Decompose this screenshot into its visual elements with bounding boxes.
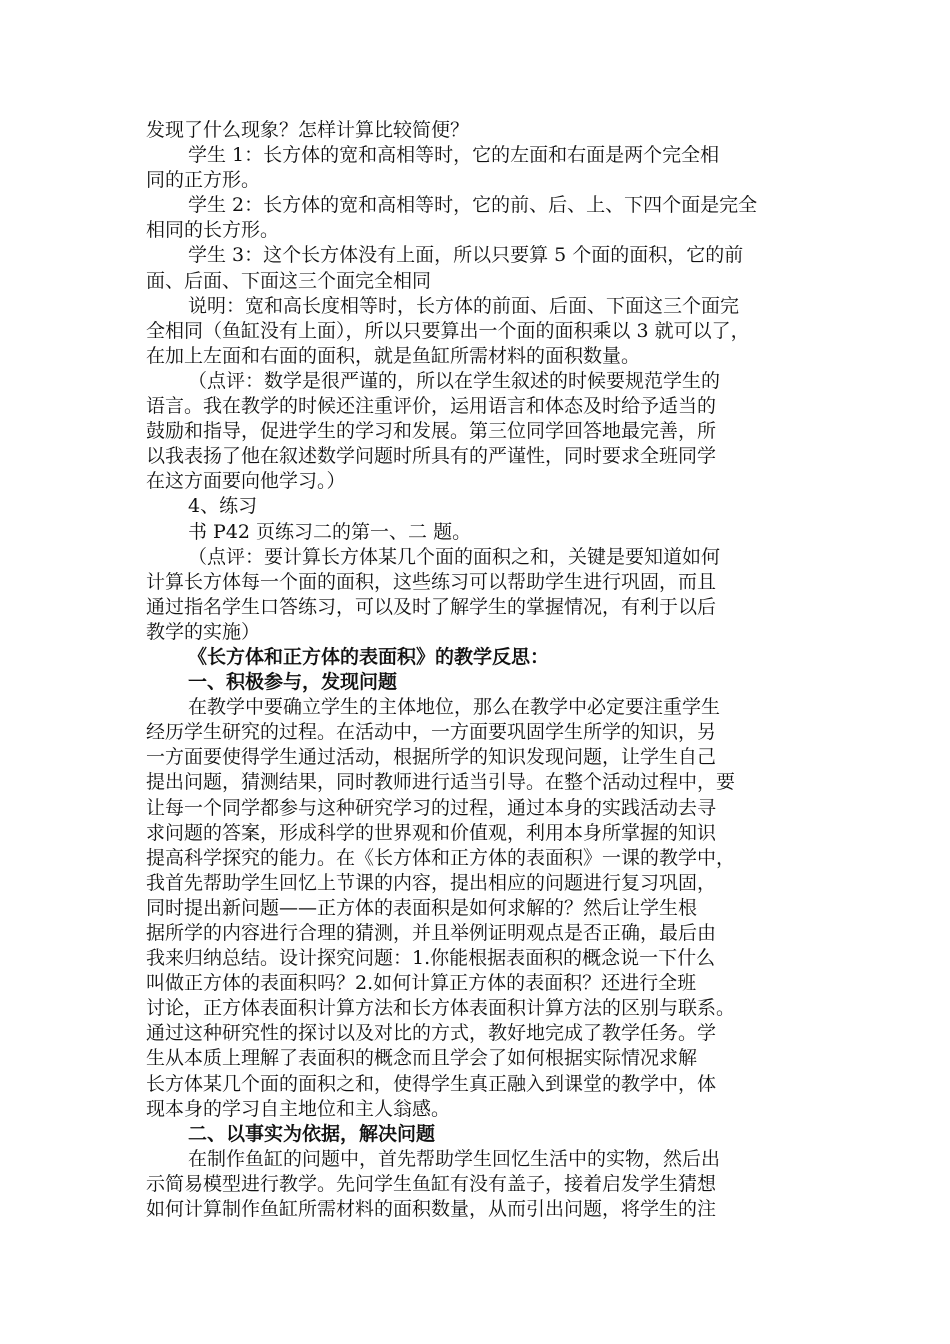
text-line: 学生 1：长方体的宽和高相等时，它的左面和右面是两个完全相	[188, 144, 720, 167]
text-line: 现本身的学习自主地位和主人翁感。	[146, 1097, 451, 1120]
section-heading: 《长方体和正方体的表面积》的教学反思：	[188, 645, 550, 668]
text-line: 提出问题，猜测结果，同时教师进行适当引导。在整个活动过程中，要	[146, 771, 736, 794]
text-line: 通过这种研究性的探讨以及对比的方式，教好地完成了教学任务。学	[146, 1022, 717, 1045]
text-line: 示简易模型进行教学。先问学生鱼缸有没有盖子，接着启发学生猜想	[146, 1172, 717, 1195]
text-line: 计算长方体每一个面的面积，这些练习可以帮助学生进行巩固，而且	[146, 570, 717, 593]
text-line: 在教学中要确立学生的主体地位，那么在教学中必定要注重学生	[188, 696, 721, 719]
text-line: 一方面要使得学生通过活动，根据所学的知识发现问题，让学生自己	[146, 746, 717, 769]
text-line: 学生 3：这个长方体没有上面，所以只要算 5 个面的面积，它的前	[188, 244, 744, 267]
text-line: 经历学生研究的过程。在活动中，一方面要巩固学生所学的知识，另	[146, 721, 717, 744]
text-line: 全相同（鱼缸没有上面），所以只要算出一个面的面积乘以 3 就可以了，	[146, 319, 750, 342]
text-line: 鼓励和指导，促进学生的学习和发展。第三位同学回答地最完善，所	[146, 420, 717, 443]
text-line: 让每一个同学都参与这种研究学习的过程，通过本身的实践活动去寻	[146, 796, 717, 819]
text-line: 说明：宽和高长度相等时，长方体的前面、后面、下面这三个面完	[188, 294, 740, 317]
text-line: 叫做正方体的表面积吗？2.如何计算正方体的表面积？还进行全班	[146, 972, 697, 995]
text-line: 在制作鱼缸的问题中，首先帮助学生回忆生活中的实物，然后出	[188, 1147, 721, 1170]
text-line: 如何计算制作鱼缸所需材料的面积数量，从而引出问题，将学生的注	[146, 1198, 717, 1221]
text-line: （点评：数学是很严谨的，所以在学生叙述的时候要规范学生的	[188, 369, 721, 392]
text-line: 以我表扬了他在叙述数学问题时所具有的严谨性，同时要求全班同学	[146, 445, 717, 468]
text-line: 同时提出新问题——正方体的表面积是如何求解的？然后让学生根	[146, 896, 698, 919]
section-heading: 一、积极参与，发现问题	[188, 671, 398, 694]
text-line: 通过指名学生口答练习，可以及时了解学生的掌握情况，有利于以后	[146, 595, 717, 618]
text-line: （点评：要计算长方体某几个面的面积之和，关键是要知道如何	[188, 545, 721, 568]
text-line: 教学的实施）	[146, 620, 261, 643]
text-line: 4、练习	[188, 495, 258, 518]
text-line: 书 P42 页练习二的第一、二 题。	[188, 520, 472, 543]
text-line: 据所学的内容进行合理的猜测，并且举例证明观点是否正确，最后由	[146, 922, 717, 944]
text-line: 相同的长方形。	[146, 219, 280, 242]
text-line: 讨论，正方体表面积计算方法和长方体表面积计算方法的区别与联系。	[146, 997, 736, 1020]
text-line: 面、后面、下面这三个面完全相同	[146, 269, 432, 292]
text-line: 在这方面要向他学习。）	[146, 470, 346, 493]
document-page	[146, 118, 814, 1222]
text-line: 长方体某几个面的面积之和，使得学生真正融入到课堂的教学中，体	[146, 1072, 717, 1095]
text-line: 同的正方形。	[146, 169, 261, 192]
section-heading: 二、以事实为依据，解决问题	[188, 1122, 436, 1145]
text-line: 语言。我在教学的时候还注重评价，运用语言和体态及时给予适当的	[146, 395, 717, 418]
text-line: 我首先帮助学生回忆上节课的内容，提出相应的问题进行复习巩固，	[146, 871, 717, 894]
text-line: 在加上左面和右面的面积，就是鱼缸所需材料的面积数量。	[146, 344, 641, 367]
text-line: 求问题的答案，形成科学的世界观和价值观，利用本身所掌握的知识	[146, 821, 717, 844]
text-line: 提高科学探究的能力。在《长方体和正方体的表面积》一课的教学中，	[146, 846, 736, 869]
text-line: 学生 2：长方体的宽和高相等时，它的前、后、上、下四个面是完全	[188, 194, 758, 217]
text-line: 生从本质上理解了表面积的概念而且学会了如何根据实际情况求解	[146, 1047, 698, 1070]
text-line: 发现了什么现象？怎样计算比较简便？	[146, 119, 470, 141]
text-line: 我来归纳总结。设计探究问题：1.你能根据表面积的概念说一下什么	[146, 947, 716, 970]
